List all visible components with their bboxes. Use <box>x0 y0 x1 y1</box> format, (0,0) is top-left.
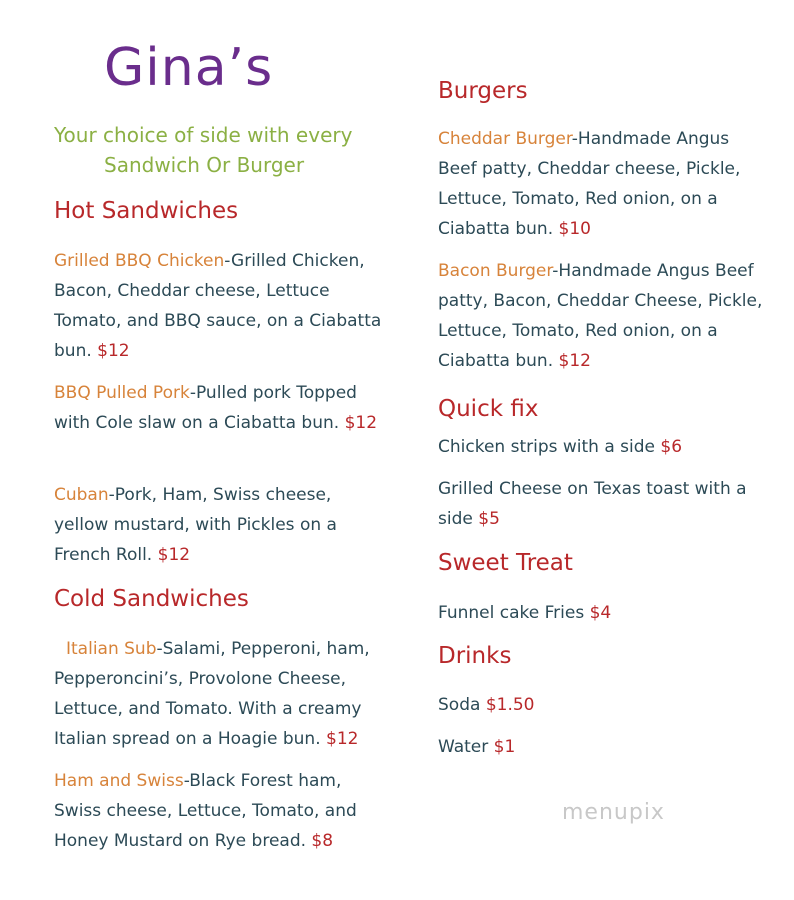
item-description: Chicken strips with a side <box>438 437 655 457</box>
item-price: $6 <box>660 437 683 457</box>
hot-sandwiches-heading: Hot Sandwiches <box>54 198 239 224</box>
menu-item-cuban <box>54 480 364 570</box>
menu-item-funnel-cake-fries <box>438 598 768 628</box>
menu-item-ham-and-swiss <box>54 766 374 856</box>
menu-item-grilled-bbq-chicken <box>54 246 384 366</box>
restaurant-name: Gina’s <box>104 38 274 98</box>
item-description: Funnel cake Fries <box>438 603 585 623</box>
item-price: $10 <box>558 219 591 239</box>
menu-item-italian-sub <box>54 634 390 754</box>
menu-item-soda <box>438 690 768 720</box>
item-description: -Salami, Pepperoni, ham, Pepperoncini’s, Provolone Cheese, Lettuce, and Tomato. With a creamy Italian spread on a Hoagie bun. <box>54 639 370 749</box>
item-description: -Pulled pork Topped with Cole slaw on a Ciabatta bun. <box>54 383 357 433</box>
menu-item-grilled-cheese <box>438 474 768 534</box>
item-price: $12 <box>558 351 591 371</box>
item-price: $1.50 <box>485 695 535 715</box>
menu-item-water <box>438 732 768 762</box>
item-description: Soda <box>438 695 481 715</box>
watermark-logo: menupix <box>562 800 665 825</box>
menu-item-bbq-pulled-pork <box>54 378 384 438</box>
item-price: $12 <box>344 413 378 433</box>
menu-item-bacon-burger <box>438 256 768 376</box>
item-description: -Grilled Chicken, Bacon, Cheddar cheese, Lettuce Tomato, and BBQ sauce, on a Ciabatta bun. <box>54 251 382 361</box>
item-name: BBQ Pulled Pork <box>54 383 190 403</box>
item-price: $8 <box>311 831 334 851</box>
item-description: -Black Forest ham, Swiss cheese, Lettuce, Tomato, and Honey Mustard on Rye bread. <box>54 771 357 851</box>
cold-sandwiches-heading: Cold Sandwiches <box>54 586 249 612</box>
menu-item-chicken-strips <box>438 432 768 462</box>
item-description: -Handmade Angus Beef patty, Bacon, Cheddar Cheese, Pickle, Lettuce, Tomato, Red onion, on a Ciabatta bun. <box>438 261 763 371</box>
drinks-heading: Drinks <box>438 643 512 669</box>
item-price: $12 <box>157 545 191 565</box>
item-description: -Pork, Ham, Swiss cheese, yellow mustard, with Pickles on a French Roll. <box>54 485 337 565</box>
item-description: -Handmade Angus Beef patty, Cheddar cheese, Pickle, Lettuce, Tomato, Red onion, on a Ciabatta bun. <box>438 129 741 239</box>
burgers-heading: Burgers <box>438 78 528 104</box>
item-name: Grilled BBQ Chicken <box>54 251 225 271</box>
menu-item-cheddar-burger <box>438 124 768 244</box>
sweet-treat-heading: Sweet Treat <box>438 550 573 576</box>
tagline-line-2: Sandwich Or Burger <box>104 153 305 177</box>
item-name: Italian Sub <box>66 639 157 659</box>
item-name: Cheddar Burger <box>438 129 572 149</box>
item-description: Water <box>438 737 489 757</box>
item-price: $1 <box>493 737 516 757</box>
item-description: Grilled Cheese on Texas toast with a side <box>438 479 747 529</box>
item-name: Ham and Swiss <box>54 771 184 791</box>
item-price: $12 <box>326 729 359 749</box>
tagline-line-1: Your choice of side with every <box>54 123 353 147</box>
item-name: Cuban <box>54 485 109 505</box>
tagline <box>54 120 394 180</box>
item-price: $12 <box>97 341 130 361</box>
item-price: $4 <box>589 603 612 623</box>
item-price: $5 <box>478 509 500 529</box>
item-name: Bacon Burger <box>438 261 553 281</box>
quick-fix-heading: Quick fix <box>438 396 539 422</box>
